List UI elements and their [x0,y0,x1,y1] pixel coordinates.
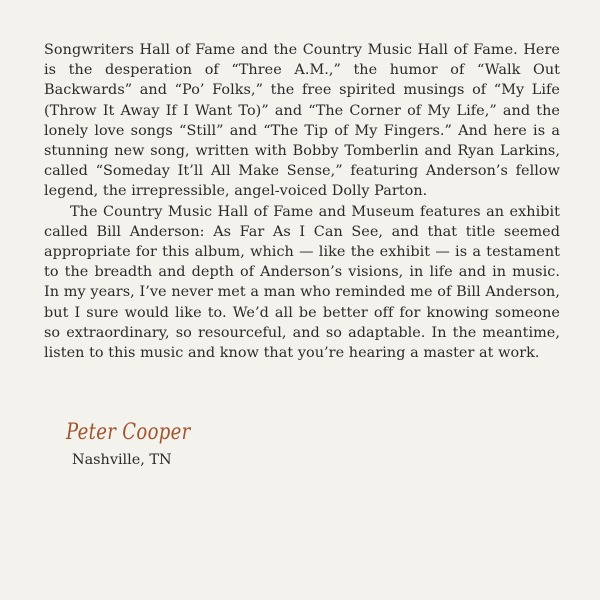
liner-notes-text [44,40,560,363]
paragraph-2: The Country Music Hall of Fame and Museum features an exhibit called Bill Anderson: As Far As I Can See, and that title seemed appropriate for this album, which — like the exhibit — is a testament to the breadth and depth of Anderson’s visions, in life and in music. In my years, I’ve never met a man who reminded me of Bill Anderson, but I sure would like to. We’d all be better off for knowing someone so extraordinary, so resourceful, and so adaptable. In the meantime, listen to this music and know that you’re hearing a master at work. [44,203,560,362]
paragraph-1: Songwriters Hall of Fame and the Country Music Hall of Fame. Here is the desperation of “Three A.M.,” the humor of “Walk Out Backwards” and “Po’ Folks,” the free spirited musings of “My Life (Throw It Away If I Want To)” and “The Corner of My Life,” and the lonely love songs “Still” and “The Tip of My Fingers.” And here is a stunning new song, written with Bobby Tomberlin and Ryan Larkins, called “Someday It’ll All Make Sense,” featuring Anderson’s fellow legend, the irrepressible, angel-voiced Dolly Parton. [44,42,560,200]
author-location: Nashville, TN [72,452,172,468]
author-signature: Peter Cooper [66,420,191,445]
